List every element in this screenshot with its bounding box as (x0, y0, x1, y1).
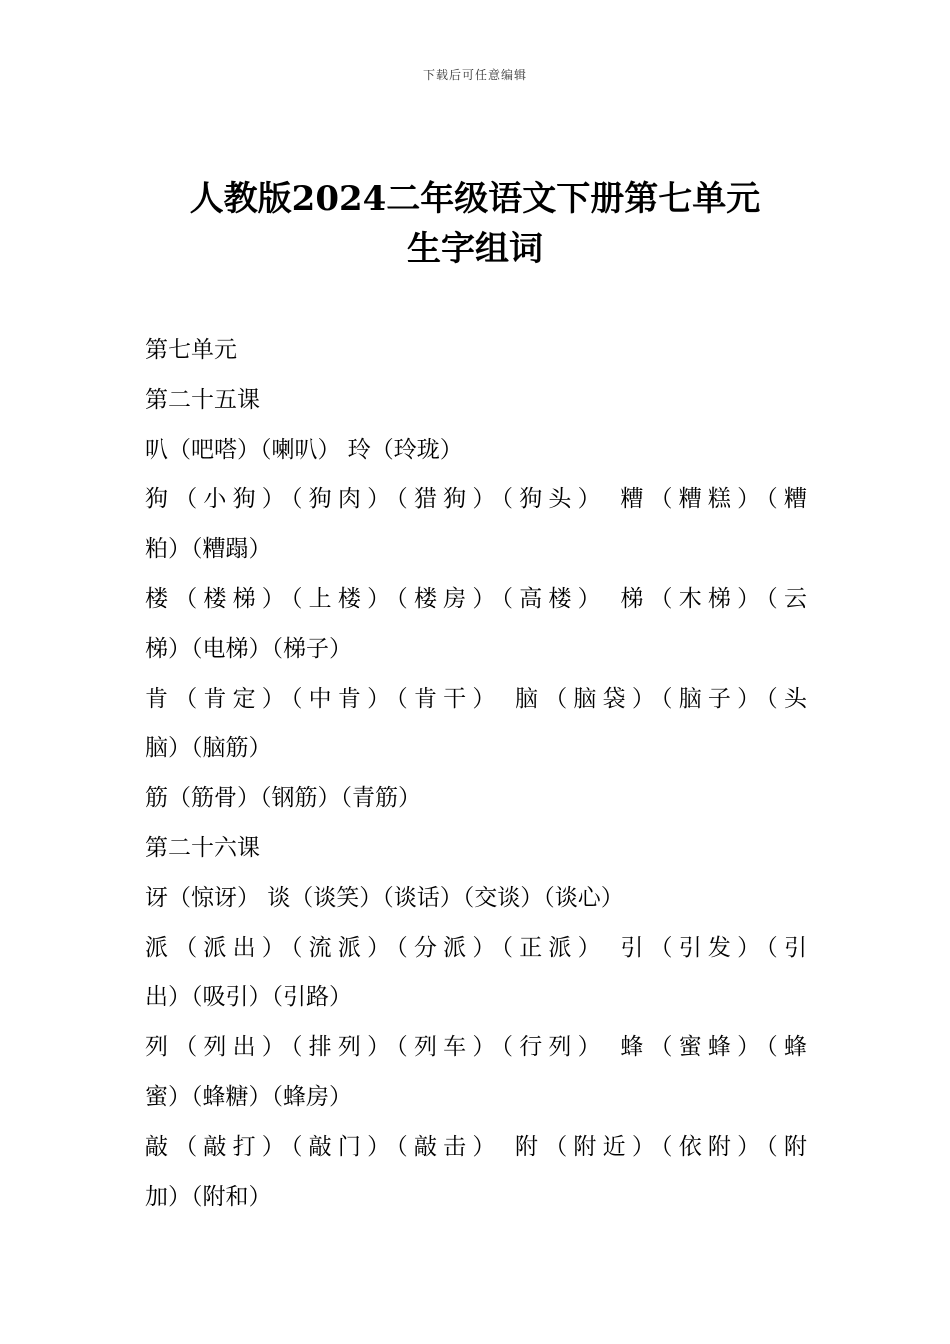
text-line: 叭（吧嗒）（喇叭） 玲（玲珑） (145, 436, 463, 463)
document-title (0, 174, 950, 274)
text-line: 列（列出）（排列）（列车）（行列） 蜂（蜜蜂）（蜂 (145, 1034, 807, 1061)
text-line: 敲（敲打）（敲门）（敲击） 附（附近）（依附）（附 (145, 1133, 807, 1160)
header-note: 下载后可任意编辑 (422, 68, 527, 82)
text-line: 楼（楼梯）（上楼）（楼房）（高楼） 梯（木梯）（云 (145, 585, 807, 612)
text-line: 狗（小狗）（狗肉）（猎狗）（狗头） 糟（糟糕）（糟 (145, 486, 807, 513)
document-body (145, 326, 807, 1222)
title-line-2: 生字组词 (407, 229, 543, 269)
text-line: 蜜）（蜂糖）（蜂房） (145, 1083, 352, 1110)
unit-heading: 第七单元 (145, 337, 237, 363)
lesson-heading: 第二十五课 (145, 386, 260, 413)
text-line: 派（派出）（流派）（分派）（正派） 引（引发）（引 (145, 934, 807, 961)
title-line-1: 人教版2024二年级语文下册第七单元 (189, 179, 761, 219)
text-line: 讶（惊讶） 谈（谈笑）（谈话）（交谈）（谈心） (145, 884, 624, 911)
text-line: 筋（筋骨）（钢筋）（青筋） (145, 785, 421, 812)
text-line: 脑）（脑筋） (145, 735, 272, 762)
text-line: 梯）（电梯）（梯子） (145, 635, 352, 662)
text-line: 肯（肯定）（中肯）（肯干） 脑（脑袋）（脑子）（头 (145, 685, 807, 712)
lesson-heading: 第二十六课 (145, 834, 260, 861)
text-line: 出）（吸引）（引路） (145, 984, 352, 1011)
text-line: 加）（附和） (145, 1183, 272, 1210)
text-line: 粕）（糟蹋） (145, 536, 272, 563)
